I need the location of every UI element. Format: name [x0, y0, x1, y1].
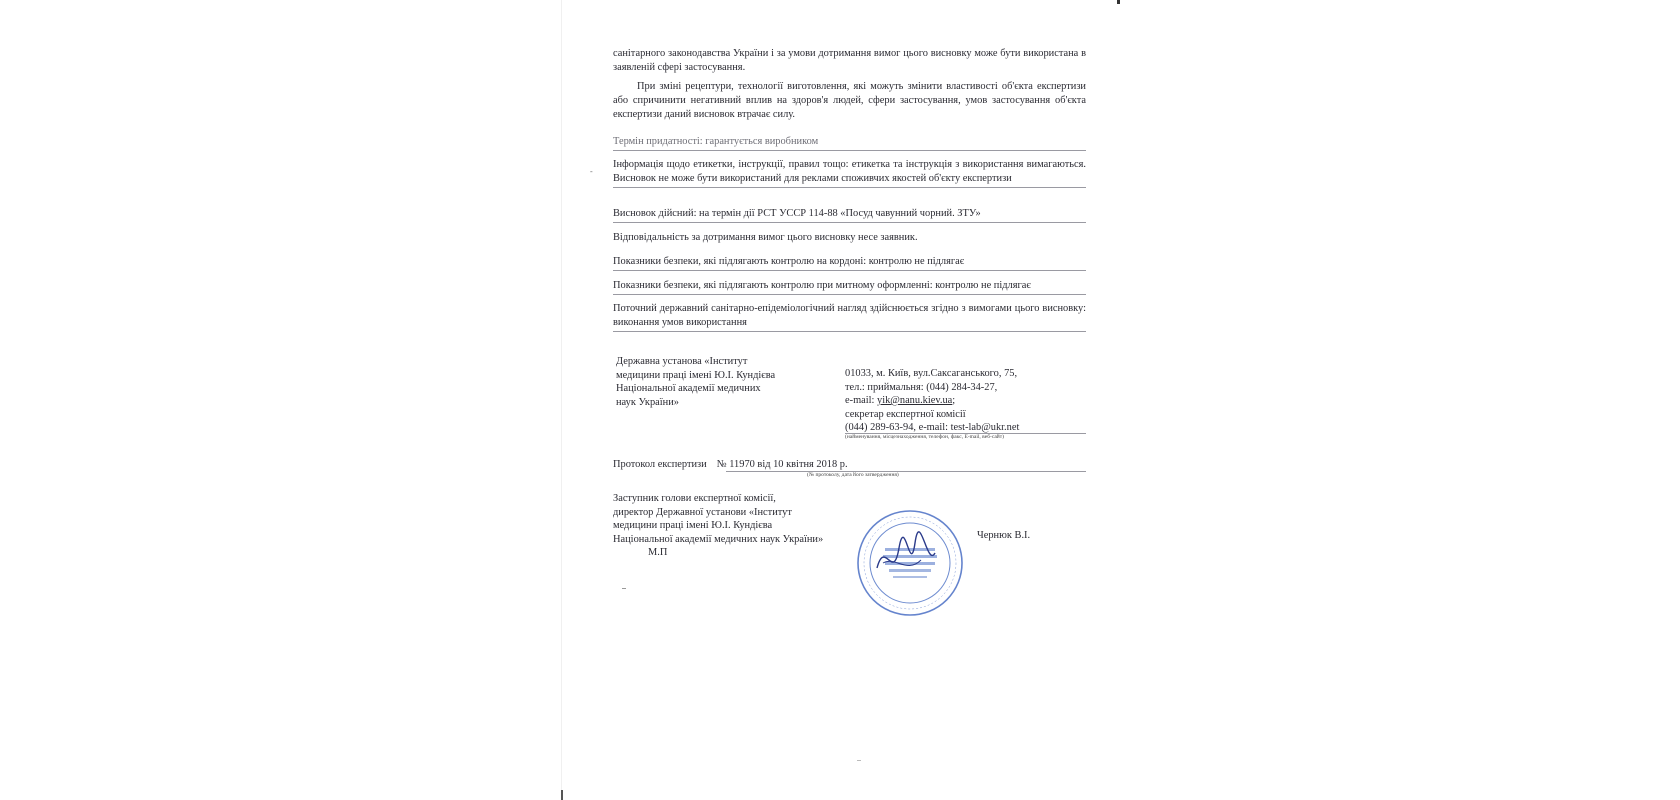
protocol-number: № 11970 від 10 квітня 2018 р.: [716, 459, 848, 470]
organization-name: [616, 355, 816, 409]
email-line: [845, 394, 1085, 408]
address-line: 01033, м. Київ, вул.Саксаганського, 75,: [845, 368, 1018, 379]
organization-line: наук України»: [616, 396, 679, 408]
scan-mark: [561, 790, 563, 800]
organization-line: Державна установа «Інститут: [616, 356, 748, 367]
signatory-name: Чернюк В.І.: [977, 530, 1031, 541]
scan-mark: [1117, 0, 1120, 4]
organization-line: медицини праці імені Ю.І. Кундієва: [616, 369, 776, 381]
secretary-line: секретар експертної комісії: [845, 408, 966, 420]
paragraph-applicability: санітарного законодавства України і за умови дотримання вимог цього висновку може бути використана в заявленій сфері застосування.: [613, 48, 1086, 73]
shelf-life-block: [613, 135, 1086, 151]
protocol-label: Протокол експертизи: [613, 459, 707, 470]
supervision-block: [613, 302, 1086, 332]
shelf-life-field: Термін придатності: гарантується виробником: [613, 135, 1086, 151]
customs-control-field: Показники безпеки, які підлягають контролю при митному оформленні: контролю не підлягає: [613, 279, 1086, 295]
validity-block: [613, 207, 1086, 223]
address-caption: (найменування, місцезнаходження, телефон, факс, E-mail, веб-сайт): [845, 434, 1004, 440]
signatory-block: [613, 492, 873, 560]
paragraph-intro: [613, 47, 1086, 75]
customs-control-block: [613, 279, 1086, 295]
scan-speck: [857, 760, 861, 761]
official-stamp-icon: [855, 508, 965, 618]
email-link[interactable]: yik@nanu.kiev.ua: [877, 395, 953, 406]
labeling-block: [613, 158, 1086, 188]
seal-place-mark: М.П: [648, 547, 668, 558]
validity-field: Висновок дійсний: на термін дії РСТ УССР 114-88 «Посуд чавунний чорний. ЗТУ»: [613, 207, 1086, 223]
paragraph-changes-block: [613, 80, 1086, 122]
signatory-line: Заступник голови експертної комісії,: [613, 493, 776, 504]
responsibility-block: [613, 231, 1086, 245]
margin-mark: -: [590, 167, 593, 176]
email-prefix: e-mail:: [845, 395, 878, 406]
border-control-block: [613, 255, 1086, 271]
signatory-line: директор Державної установи «Інститут: [613, 506, 792, 518]
protocol-rule: [726, 471, 1086, 472]
organization-address: [845, 367, 1085, 435]
page-edge: [561, 0, 562, 800]
secretary-contact-line: (044) 289-63-94, e-mail: test-lab@ukr.net: [845, 422, 1020, 433]
supervision-field: Поточний державний санітарно-епідеміологічний нагляд здійснюється згідно з вимогами цього висновку: виконання умов використання: [613, 302, 1086, 332]
organization-line: Національної академії медичних: [616, 383, 761, 394]
signatory-line: медицини праці імені Ю.І. Кундієва: [613, 520, 773, 531]
scan-speck: [622, 588, 626, 589]
signatory-line: Національної академії медичних наук України»: [613, 533, 824, 545]
protocol-caption: (№ протоколу, дата його затвердження): [807, 472, 899, 478]
email-suffix: ;: [952, 395, 956, 406]
protocol-line: [613, 458, 1086, 472]
paragraph-changes: При зміні рецептури, технології виготовлення, які можуть змінити властивості об'єкта експертизи або спричинити негативний вплив на здоров'я людей, сфери застосування, умов застосування об'єкта експертизи даний висновок втрачає силу.: [613, 81, 1086, 120]
responsibility-field: Відповідальність за дотримання вимог цього висновку несе заявник.: [613, 232, 918, 243]
labeling-info-field: Інформація щодо етикетки, інструкції, правил тощо: етикетка та інструкція з використання вимагаються. Висновок не може бути використаний для реклами споживчих якостей об'єкту експертизи: [613, 158, 1086, 188]
border-control-field: Показники безпеки, які підлягають контролю на кордоні: контролю не підлягає: [613, 255, 1086, 271]
phone-line: тел.: приймальня: (044) 284-34-27,: [845, 381, 998, 393]
